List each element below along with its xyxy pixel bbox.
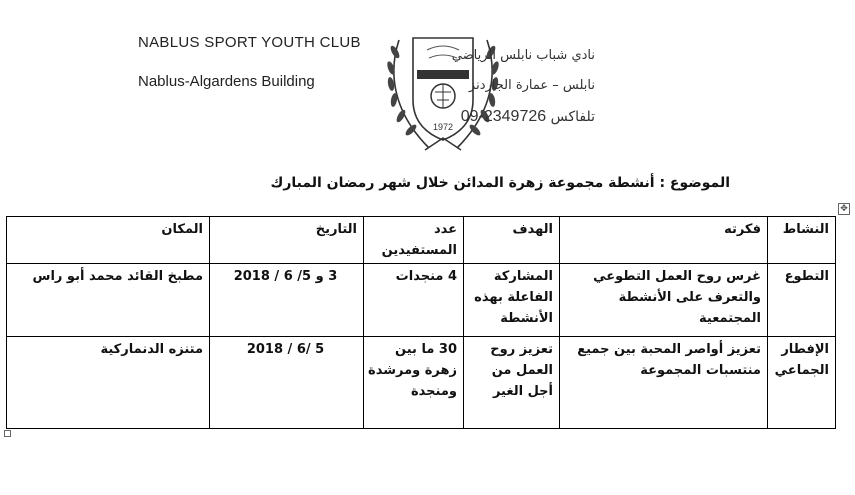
phone-number: 09-2349726 — [460, 108, 547, 125]
cell-goal: المشاركة الفاعلة بهذه الأنشطة — [464, 264, 560, 337]
cell-goal: تعزيز روح العمل من أجل الغير — [464, 337, 560, 429]
cell-beneficiaries: 30 ما بين زهرة ومرشدة ومنجدة — [364, 337, 464, 429]
cell-activity: الإفطار الجماعي — [768, 337, 836, 429]
letterhead-arabic — [395, 48, 595, 138]
table-row — [7, 264, 836, 337]
activities-table — [6, 216, 836, 429]
logo-year: 1972 — [432, 122, 454, 132]
phone-label: تلفاكس — [550, 109, 595, 125]
cell-idea: تعزيز أواصر المحبة بين جميع منتسبات المجموعة — [560, 337, 768, 429]
table-move-handle-icon[interactable]: ✥ — [838, 203, 850, 215]
table-header-row — [7, 217, 836, 264]
header-activity: النشاط — [768, 217, 836, 264]
cell-idea: غرس روح العمل التطوعي والتعرف على الأنشطة المجتمعية — [560, 264, 768, 337]
address-ar: نابلس – عمارة الجاردنز — [468, 78, 595, 93]
table-resize-handle[interactable] — [4, 430, 11, 437]
header-date: التاريخ — [210, 217, 364, 264]
cell-date: 5 /6 / 2018 — [210, 337, 364, 429]
cell-activity: التطوع — [768, 264, 836, 337]
header-beneficiaries: عدد المستفيدين — [364, 217, 464, 264]
letterhead-english — [138, 34, 361, 90]
subject-line: الموضوع : أنشطة مجموعة زهرة المدائن خلال شهر رمضان المبارك — [270, 175, 730, 191]
cell-beneficiaries: 4 منجدات — [364, 264, 464, 337]
cell-place: مطبخ القائد محمد أبو راس — [7, 264, 210, 337]
header-idea: فكرته — [560, 217, 768, 264]
header-place: المكان — [7, 217, 210, 264]
address-en: Nablus-Algardens Building — [138, 73, 315, 90]
header-goal: الهدف — [464, 217, 560, 264]
club-name-ar: نادي شباب نابلس الرياضي — [451, 48, 595, 63]
cell-date: 3 و 5/ 6 / 2018 — [210, 264, 364, 337]
table-row — [7, 337, 836, 429]
phone-line — [395, 108, 595, 138]
club-name-en: NABLUS SPORT YOUTH CLUB — [138, 34, 361, 51]
cell-place: متنزه الدنماركية — [7, 337, 210, 429]
